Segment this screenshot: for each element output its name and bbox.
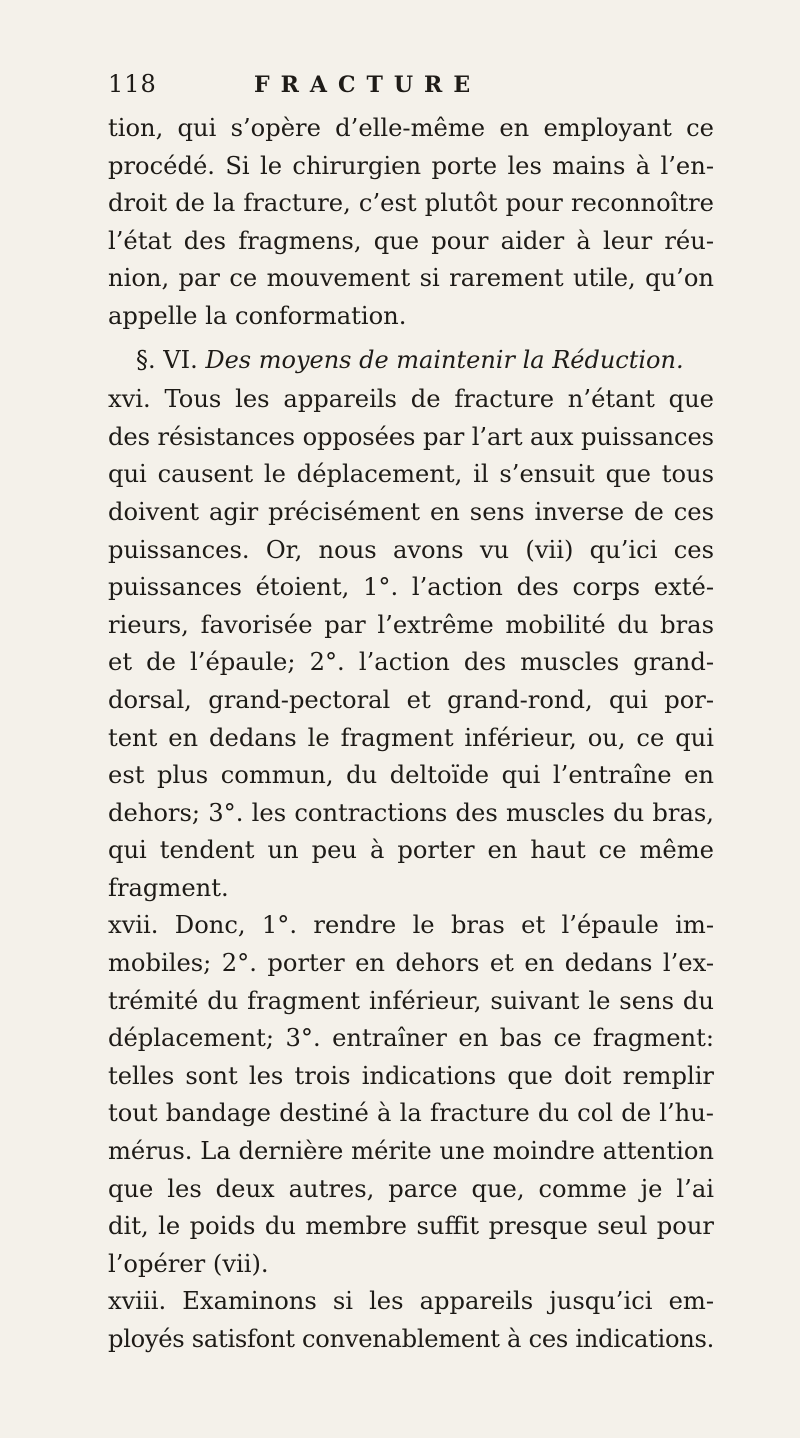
paragraph-xvii (108, 907, 714, 1283)
text-line: ployés satisfont convenablement à ces indications. (108, 1325, 715, 1353)
text-line: dorsal, grand-pectoral et grand-rond, qui por- (108, 685, 714, 714)
text-line: nion, par ce mouvement si rarement utile, qu’on (108, 264, 714, 293)
running-head (108, 70, 714, 104)
text-line: puissances. Or, nous avons vu (vii) qu’ici ces (108, 535, 714, 564)
section-title: Des moyens de maintenir la Réduction. (205, 345, 684, 374)
text-line: puissances étoient, 1°. l’action des corps exté- (108, 573, 714, 602)
page-number: 118 (108, 70, 157, 98)
text-line: droit de la fracture, c’est plutôt pour reconnoître (108, 189, 714, 218)
text-line: dehors; 3°. les contractions des muscles du bras, (108, 798, 714, 827)
text-line: dit, le poids du membre suffit presque seul pour (108, 1212, 714, 1241)
text-line: est plus commun, du deltoïde qui l’entraîne en (108, 761, 714, 790)
text-line: tout bandage destiné à la fracture du col de l’hu- (108, 1099, 714, 1128)
text-line: l’opérer (vii). (108, 1249, 269, 1278)
section-number: §. VI. (136, 345, 198, 374)
text-line: xvii. Donc, 1°. rendre le bras et l’épaule im- (108, 911, 714, 940)
text-line: tion, qui s’opère d’elle-même en employant ce (108, 114, 714, 142)
section-heading (136, 342, 714, 380)
text-line: xvi. Tous les appareils de fracture n’étant que (108, 385, 714, 414)
text-line: mobiles; 2°. porter en dehors et en dedans l’ex- (108, 949, 714, 978)
text-line: déplacement; 3°. entraîner en bas ce fragment: (108, 1024, 714, 1053)
paragraph-xviii (108, 1283, 714, 1358)
text-line: l’état des fragmens, que pour aider à leur réu- (108, 226, 714, 255)
text-line: doivent agir précisément en sens inverse de ces (108, 497, 714, 526)
text-line: qui tendent un peu à porter en haut ce même (108, 836, 714, 865)
text-line: procédé. Si le chirurgien porte les mains à l’en- (108, 151, 714, 180)
text-line: des résistances opposées par l’art aux puissances (108, 422, 714, 451)
text-line: trémité du fragment inférieur, suivant le sens du (108, 986, 714, 1015)
text-line: xviii. Examinons si les appareils jusqu’ici em- (108, 1287, 714, 1316)
text-line: mérus. La dernière mérite une moindre attention (108, 1137, 714, 1166)
paragraph-xvi (108, 381, 714, 907)
text-line: et de l’épaule; 2°. l’action des muscles grand- (108, 648, 714, 677)
text-line: tent en dedans le fragment inférieur, ou, ce qui (108, 723, 714, 752)
text-line: qui causent le déplacement, il s’ensuit que tous (108, 460, 714, 489)
text-line: telles sont les trois indications que doit remplir (108, 1061, 714, 1090)
text-line: appelle la conformation. (108, 301, 407, 330)
text-line: rieurs, favorisée par l’extrême mobilité du bras (108, 610, 714, 639)
text-line: que les deux autres, parce que, comme je l’ai (108, 1174, 714, 1203)
opening-paragraph (108, 110, 714, 336)
text-line: fragment. (108, 873, 229, 902)
running-title: FRACTURE (254, 72, 482, 98)
